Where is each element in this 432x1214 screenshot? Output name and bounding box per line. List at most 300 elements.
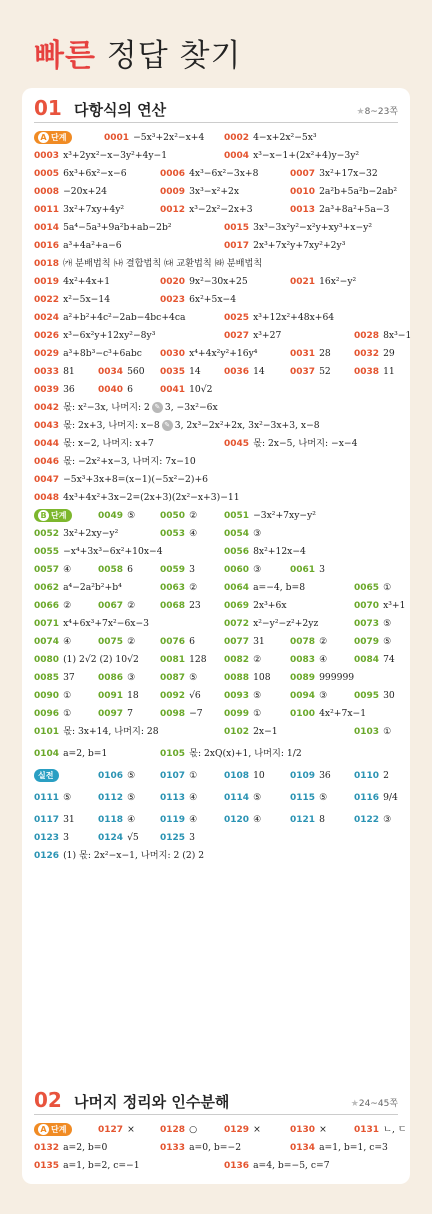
question-number: 0130 (290, 1125, 316, 1135)
answer-text: 14 (253, 366, 265, 377)
answer-text: 6x²+5x−4 (189, 294, 237, 305)
question-number: 0035 (160, 367, 186, 377)
badge-B (34, 509, 72, 522)
answer-item (290, 651, 327, 669)
question-number: 0086 (98, 673, 124, 683)
question-number: 0097 (98, 709, 124, 719)
answer-item (34, 327, 155, 345)
answer-row (34, 767, 398, 785)
question-number: 0022 (34, 295, 60, 305)
question-number: 0051 (224, 511, 250, 521)
question-number: 0046 (34, 457, 60, 467)
answer-item (160, 785, 197, 811)
answer-text: ⑤ (189, 672, 198, 683)
answer-item (34, 785, 71, 811)
star-icon: ★ (350, 1099, 359, 1109)
badge-label: 단계 (51, 133, 67, 142)
question-number: 0080 (34, 655, 60, 665)
answer-text: ② (127, 636, 136, 647)
answer-item (34, 345, 142, 363)
answer-text: ④ (63, 564, 72, 575)
answer-item (224, 1121, 261, 1139)
answer-item (160, 183, 239, 201)
question-number: 0017 (224, 241, 250, 251)
answer-text: x³+12x²+48x+64 (253, 312, 335, 323)
question-number: 0121 (290, 815, 316, 825)
hint-text: 3, −3x²−6x (164, 402, 218, 413)
answer-text: ⑤ (319, 792, 328, 803)
answer-item (34, 597, 71, 615)
answer-item (98, 507, 135, 525)
question-number: 0111 (34, 793, 60, 803)
question-number: 0053 (160, 529, 186, 539)
answer-item (354, 579, 391, 597)
answer-item (160, 381, 212, 399)
answer-item (160, 1121, 197, 1139)
question-number: 0106 (98, 771, 124, 781)
answer-row (34, 327, 412, 345)
answer-item (34, 237, 122, 255)
question-number: 0117 (34, 815, 60, 825)
answer-text: 몫: 2x+3, 나머지: x−8 (63, 420, 160, 431)
answer-text: 3 (63, 832, 69, 843)
answer-item (290, 669, 354, 687)
badge-A (34, 131, 72, 144)
answer-text: a=2, b=0 (63, 1142, 108, 1153)
answer-text: a³+4a²+a−6 (63, 240, 122, 251)
answer-text: 3 (189, 564, 195, 575)
answer-text: 2a³+8a²+5a−3 (319, 204, 390, 215)
badge-label: 단계 (51, 511, 67, 520)
question-number: 0043 (34, 421, 60, 431)
answer-item (34, 363, 75, 381)
answer-text: −x⁴+3x³−6x²+10x−4 (63, 546, 163, 557)
badge-label: 단계 (51, 1125, 67, 1134)
answer-text: 18 (127, 690, 139, 701)
answer-row (34, 579, 398, 597)
answer-text: ② (253, 654, 262, 665)
answer-text: 10√2 (189, 384, 213, 395)
question-number: 0124 (98, 833, 124, 843)
answer-row (34, 543, 398, 561)
answer-text: a=4, b=−5, c=7 (253, 1160, 330, 1171)
question-number: 0126 (34, 851, 60, 861)
section-title: 나머지 정리와 인수분해 (74, 1093, 230, 1111)
answer-item (160, 597, 201, 615)
answer-row (34, 219, 398, 237)
answer-text: √6 (189, 690, 201, 701)
question-number: 0030 (160, 349, 186, 359)
answer-item (354, 723, 391, 741)
question-number: 0034 (98, 367, 124, 377)
answer-text: 5a⁴−5a³+9a²b+ab−2b² (63, 222, 172, 233)
answer-row (34, 1121, 407, 1139)
answer-item (290, 273, 356, 291)
answer-text: ① (63, 708, 72, 719)
question-number: 0011 (34, 205, 60, 215)
answer-item (98, 669, 135, 687)
answer-text: 6 (189, 636, 195, 647)
answer-item (160, 165, 258, 183)
answer-text: ㄴ, ㄷ (383, 1124, 407, 1135)
answer-item (34, 561, 71, 579)
level-badge (34, 507, 72, 525)
answer-row (34, 811, 398, 829)
answer-row (34, 1157, 398, 1175)
answer-text: 3x²+2xy−y² (63, 528, 119, 539)
answer-item (224, 129, 317, 147)
answer-row (34, 147, 398, 165)
answer-row (34, 687, 398, 705)
badge-letter: A (38, 1124, 49, 1135)
answer-item (290, 785, 327, 811)
question-number: 0031 (290, 349, 316, 359)
question-number: 0019 (34, 277, 60, 287)
answer-row (34, 165, 398, 183)
answer-item (34, 847, 204, 865)
answer-text: 31 (253, 636, 265, 647)
answer-text: ⑤ (383, 636, 392, 647)
answer-text: ㈎ 분배법칙 ㈏ 결합법칙 ㈐ 교환법칙 ㈑ 분배법칙 (63, 258, 263, 269)
answer-item (34, 183, 107, 201)
answer-item (34, 1157, 140, 1175)
answer-text: 31 (63, 814, 75, 825)
page-title-highlight: 빠른 (34, 38, 96, 74)
answer-item (34, 1139, 107, 1157)
question-number: 0072 (224, 619, 250, 629)
answer-row (34, 237, 398, 255)
section-number: 01 (34, 96, 62, 120)
section-number: 02 (34, 1088, 62, 1112)
answer-text: 28 (319, 348, 331, 359)
badge-label: 실전 (38, 771, 54, 780)
question-number: 0025 (224, 313, 250, 323)
question-number: 0083 (290, 655, 316, 665)
question-number: 0032 (354, 349, 380, 359)
answer-item (34, 435, 154, 453)
answer-text: ② (189, 510, 198, 521)
question-number: 0039 (34, 385, 60, 395)
answer-item (34, 615, 149, 633)
question-number: 0094 (290, 691, 316, 701)
answer-text: 4x³+4x²+3x−2=(2x+3)(2x²−x+3)−11 (63, 492, 240, 503)
question-number: 0016 (34, 241, 60, 251)
answer-item (160, 525, 197, 543)
answer-text: 37 (63, 672, 75, 683)
answer-item (224, 309, 334, 327)
answer-text: ④ (189, 792, 198, 803)
answer-item (34, 201, 124, 219)
answer-item (354, 651, 395, 669)
answer-text: ④ (189, 528, 198, 539)
page-title (34, 30, 241, 75)
question-number: 0125 (160, 833, 186, 843)
answer-text: ④ (127, 814, 136, 825)
answer-text: 7 (127, 708, 133, 719)
question-number: 0067 (98, 601, 124, 611)
answer-text: 6 (127, 564, 133, 575)
answer-text: 2x³+6x (253, 600, 287, 611)
answer-text: ⑤ (253, 792, 262, 803)
answer-text: a²+b²+4c²−2ab−4bc+4ca (63, 312, 186, 323)
question-number: 0055 (34, 547, 60, 557)
answer-item (160, 811, 197, 829)
answer-item (224, 147, 359, 165)
answer-item (290, 561, 325, 579)
question-number: 0024 (34, 313, 60, 323)
question-number: 0078 (290, 637, 316, 647)
question-number: 0012 (160, 205, 186, 215)
question-number: 0042 (34, 403, 60, 413)
question-number: 0081 (160, 655, 186, 665)
question-number: 0113 (160, 793, 186, 803)
question-number: 0123 (34, 833, 60, 843)
star-icon: ★ (356, 107, 365, 117)
answer-item (224, 1157, 330, 1175)
answer-text: 36 (319, 770, 331, 781)
answer-item (224, 219, 372, 237)
answer-text: 3x³−x²+2x (189, 186, 240, 197)
answer-item (98, 785, 135, 811)
answer-row (34, 453, 398, 471)
answer-text: x³+2yx²−x−3y²+4y−1 (63, 150, 168, 161)
answer-item (34, 525, 118, 543)
answer-item (224, 507, 316, 525)
question-number: 0064 (224, 583, 250, 593)
answer-text: x³−x−1+(2x²+4)y−3y² (253, 150, 360, 161)
answer-row (34, 705, 398, 723)
question-number: 0120 (224, 815, 250, 825)
question-number: 0070 (354, 601, 380, 611)
answer-rows (34, 1121, 407, 1175)
question-number: 0114 (224, 793, 250, 803)
answer-row (34, 847, 398, 865)
section-pages (351, 1096, 398, 1109)
answer-row (34, 1139, 398, 1157)
answer-item (34, 669, 75, 687)
question-number: 0027 (224, 331, 250, 341)
answer-text: a=1, b=1, c=3 (319, 1142, 388, 1153)
question-number: 0119 (160, 815, 186, 825)
question-number: 0001 (104, 133, 130, 143)
question-number: 0132 (34, 1143, 60, 1153)
answer-item (160, 273, 248, 291)
answer-item (104, 129, 204, 147)
answer-text: ① (383, 726, 392, 737)
question-number: 0023 (160, 295, 186, 305)
answer-text: x³+1 (383, 600, 406, 611)
question-number: 0108 (224, 771, 250, 781)
answer-row (34, 829, 398, 847)
answer-item (290, 201, 389, 219)
answer-item (34, 255, 262, 273)
page-title-rest: 정답 찾기 (106, 38, 242, 74)
answer-text: 3 (319, 564, 325, 575)
answer-text: 몫: 2xQ(x)+1, 나머지: 1/2 (189, 748, 302, 759)
answer-item (224, 543, 306, 561)
answer-row (34, 633, 398, 651)
question-number: 0136 (224, 1161, 250, 1171)
answer-text: ⑤ (127, 792, 136, 803)
answer-item (354, 687, 395, 705)
answer-item (34, 273, 110, 291)
answer-row (34, 381, 398, 399)
question-number: 0131 (354, 1125, 380, 1135)
answer-row (34, 785, 398, 811)
answer-text: ② (127, 600, 136, 611)
section-header (34, 96, 398, 123)
answer-item (224, 811, 261, 829)
answer-text: x²−y²−z²+2yz (253, 618, 319, 629)
answer-item (98, 633, 135, 651)
answer-text: ① (383, 582, 392, 593)
question-number: 0127 (98, 1125, 124, 1135)
question-number: 0004 (224, 151, 250, 161)
question-number: 0056 (224, 547, 250, 557)
section-pages (357, 104, 399, 117)
question-number: 0065 (354, 583, 380, 593)
answer-item (98, 811, 135, 829)
answer-item (290, 1139, 388, 1157)
answer-text: ⑤ (127, 510, 136, 521)
question-number: 0036 (224, 367, 250, 377)
question-number: 0007 (290, 169, 316, 179)
answer-text: 128 (189, 654, 207, 665)
answer-text: ③ (253, 564, 262, 575)
answer-item (34, 381, 75, 399)
answer-item (354, 811, 391, 829)
question-number: 0105 (160, 749, 186, 759)
question-number: 0054 (224, 529, 250, 539)
answer-item (98, 381, 133, 399)
question-number: 0029 (34, 349, 60, 359)
answer-text: 몫: 3x+14, 나머지: 28 (63, 726, 159, 737)
answer-row (34, 345, 398, 363)
answer-item (224, 723, 278, 741)
question-number: 0005 (34, 169, 60, 179)
question-number: 0059 (160, 565, 186, 575)
question-number: 0048 (34, 493, 60, 503)
answer-text: 108 (253, 672, 271, 683)
answer-row (34, 651, 398, 669)
question-number: 0008 (34, 187, 60, 197)
question-number: 0107 (160, 771, 186, 781)
answer-item (224, 615, 318, 633)
answer-item (354, 785, 398, 811)
answer-text: 52 (319, 366, 331, 377)
answer-item (224, 669, 271, 687)
answer-text: 9x²−30x+25 (189, 276, 248, 287)
question-number: 0077 (224, 637, 250, 647)
question-number: 0112 (98, 793, 124, 803)
answer-text: 16x²−y² (319, 276, 357, 287)
question-number: 0068 (160, 601, 186, 611)
answer-item (160, 829, 195, 847)
answer-card (22, 88, 410, 1184)
answer-text: 74 (383, 654, 395, 665)
question-number: 0092 (160, 691, 186, 701)
question-number: 0088 (224, 673, 250, 683)
question-number: 0060 (224, 565, 250, 575)
answer-item (160, 507, 197, 525)
answer-item (34, 471, 208, 489)
answer-item (98, 561, 133, 579)
answer-item (290, 687, 327, 705)
answer-item (34, 687, 71, 705)
question-number: 0026 (34, 331, 60, 341)
answer-text: 몫: 2x−5, 나머지: −x−4 (253, 438, 358, 449)
question-number: 0021 (290, 277, 316, 287)
answer-item (34, 705, 71, 723)
answer-text: −20x+24 (63, 186, 108, 197)
question-number: 0109 (290, 771, 316, 781)
answer-item (224, 363, 265, 381)
answer-text: 4x²+4x+1 (63, 276, 111, 287)
answer-text: 999999 (319, 672, 355, 683)
answer-row (34, 669, 398, 687)
answer-item (160, 633, 195, 651)
answer-text: ④ (319, 654, 328, 665)
hint-icon: ✎ (152, 402, 163, 413)
answer-item (98, 767, 135, 785)
answer-text: −3x²+7xy−y² (253, 510, 316, 521)
question-number: 0040 (98, 385, 124, 395)
question-number: 0089 (290, 673, 316, 683)
question-number: 0082 (224, 655, 250, 665)
answer-item (160, 561, 195, 579)
answer-text: 4x²+7x−1 (319, 708, 367, 719)
answer-text: 29 (383, 348, 395, 359)
answer-row (34, 597, 406, 615)
answer-text: a³+8b³−c³+6abc (63, 348, 142, 359)
question-number: 0115 (290, 793, 316, 803)
level-badge (34, 1121, 72, 1139)
level-badge (34, 767, 59, 785)
question-number: 0020 (160, 277, 186, 287)
answer-item (354, 615, 391, 633)
question-number: 0116 (354, 793, 380, 803)
answer-text: 30 (383, 690, 395, 701)
answer-item (354, 327, 411, 345)
answer-item (98, 687, 139, 705)
question-number: 0071 (34, 619, 60, 629)
answer-text: ⑤ (127, 770, 136, 781)
answer-text: ① (189, 770, 198, 781)
question-number: 0085 (34, 673, 60, 683)
answer-text: × (127, 1124, 135, 1135)
answer-item (98, 705, 133, 723)
answer-row (34, 525, 398, 543)
answer-text: ③ (253, 528, 262, 539)
question-number: 0110 (354, 771, 380, 781)
question-number: 0074 (34, 637, 60, 647)
question-number: 0044 (34, 439, 60, 449)
answer-text: 8 (319, 814, 325, 825)
answer-text: 36 (63, 384, 75, 395)
answer-item (160, 579, 197, 597)
answer-text: ③ (127, 672, 136, 683)
answer-text: ① (253, 708, 262, 719)
answer-item (98, 363, 145, 381)
question-number: 0058 (98, 565, 124, 575)
answer-item (224, 705, 261, 723)
answer-item (224, 633, 265, 651)
question-number: 0093 (224, 691, 250, 701)
question-number: 0129 (224, 1125, 250, 1135)
answer-text: 6x³+6x²−x−6 (63, 168, 127, 179)
question-number: 0063 (160, 583, 186, 593)
question-number: 0018 (34, 259, 60, 269)
